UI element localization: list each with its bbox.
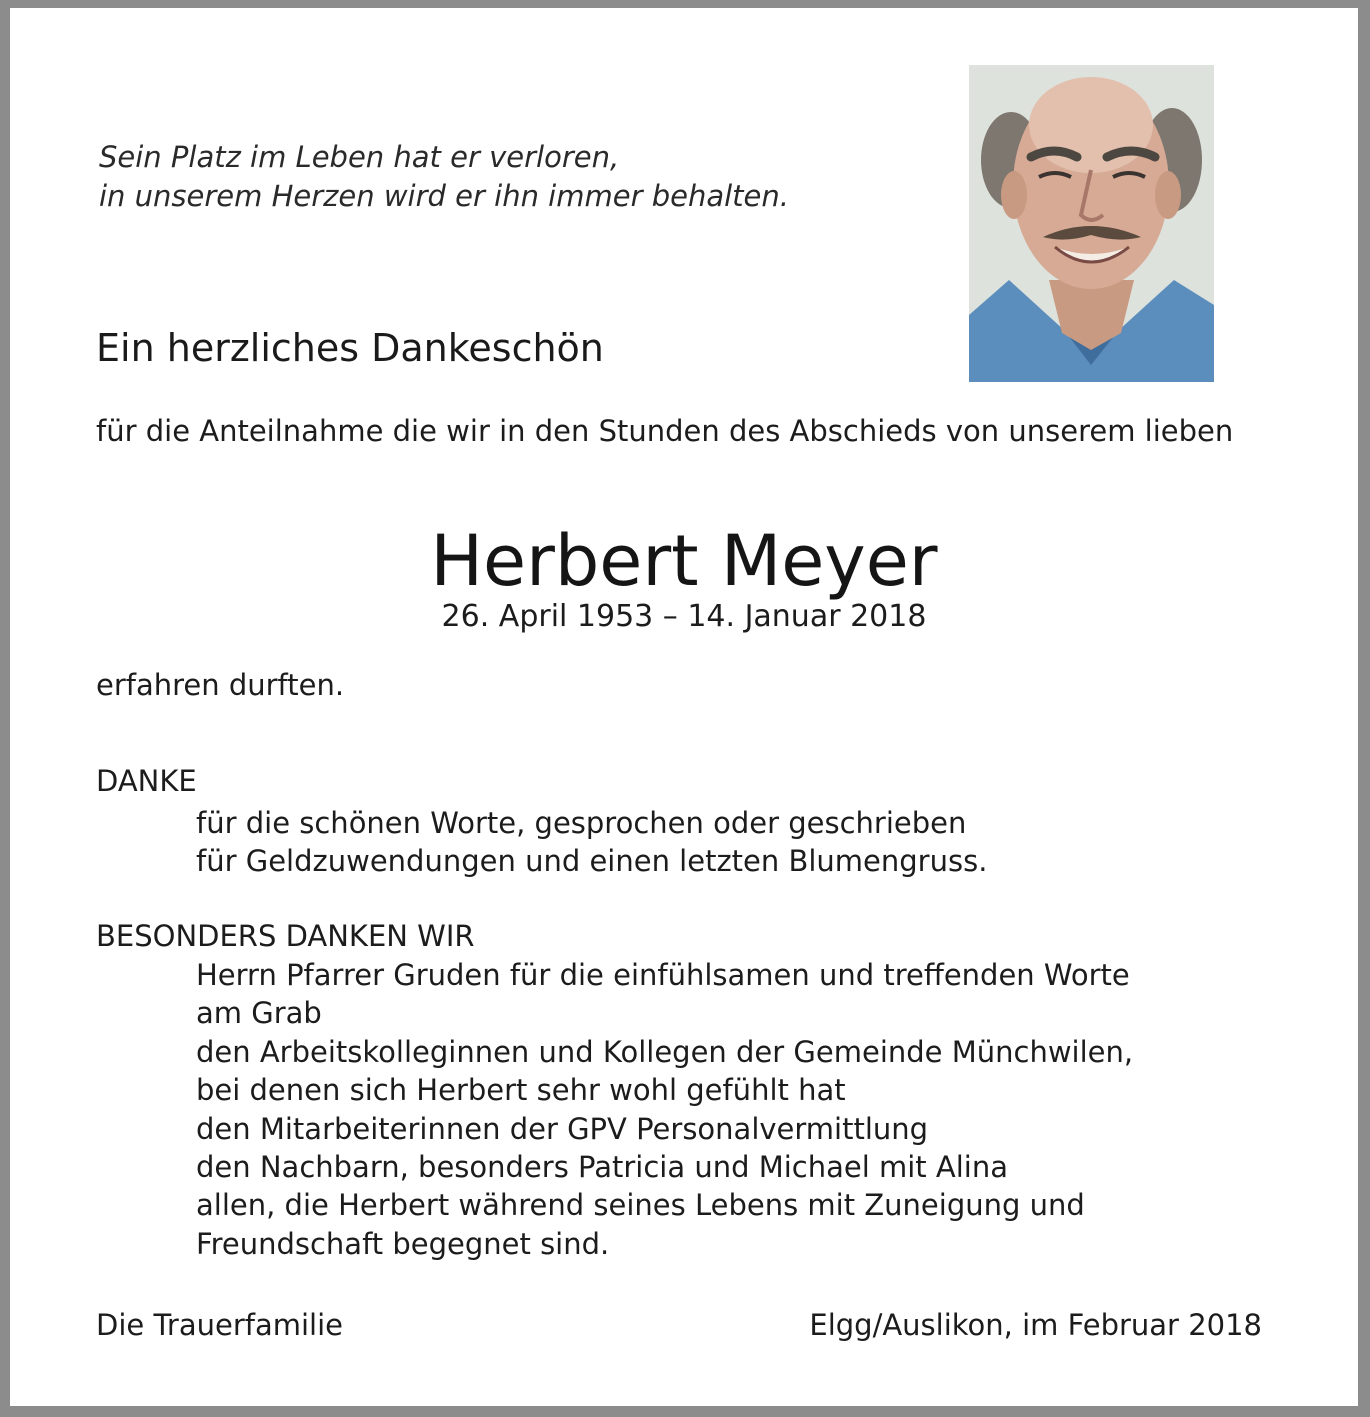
besonders-line: Freundschaft begegnet sind.: [196, 1226, 610, 1261]
place-and-date: Elgg/Auslikon, im Februar 2018: [809, 1308, 1262, 1342]
besonders-line: am Grab: [196, 996, 322, 1031]
quote-line-1: Sein Platz im Leben hat er verloren,: [99, 140, 620, 174]
portrait-photo: [969, 65, 1214, 382]
besonders-line: den Nachbarn, besonders Patricia und Michael mit Alina: [196, 1150, 1008, 1185]
besonders-line: bei denen sich Herbert sehr wohl gefühlt hat: [196, 1073, 846, 1108]
danke-list: [196, 804, 987, 880]
danke-line: für die schönen Worte, gesprochen oder geschrieben: [196, 806, 967, 840]
quote-line-2: in unserem Herzen wird er ihn immer behalten.: [99, 179, 789, 213]
besonders-line: den Mitarbeiterinnen der GPV Personalvermittlung: [196, 1111, 929, 1146]
danke-label: DANKE: [96, 764, 197, 798]
besonders-label: BESONDERS DANKEN WIR: [96, 919, 475, 953]
deceased-name: Herbert Meyer: [430, 520, 938, 602]
family-signature: Die Trauerfamilie: [96, 1308, 343, 1342]
closing-line: erfahren durften.: [96, 668, 345, 702]
portrait-illustration: [969, 65, 1214, 382]
besonders-line: Herrn Pfarrer Gruden für die einfühlsamen und treffenden Worte: [196, 958, 1130, 992]
obituary-notice: [10, 8, 1358, 1406]
besonders-list: [196, 956, 1133, 1263]
besonders-line: allen, die Herbert während seines Lebens mit Zuneigung und: [196, 1188, 1085, 1223]
danke-line: für Geldzuwendungen und einen letzten Blumengruss.: [196, 844, 988, 878]
life-dates: 26. April 1953 – 14. Januar 2018: [441, 599, 927, 634]
intro-text: für die Anteilnahme die wir in den Stunden des Abschieds von unserem lieben: [96, 414, 1234, 448]
besonders-line: den Arbeitskolleginnen und Kollegen der Gemeinde Münchwilen,: [196, 1034, 1134, 1069]
memorial-quote: [99, 138, 789, 216]
thanks-heading: Ein herzliches Dankeschön: [96, 326, 604, 370]
